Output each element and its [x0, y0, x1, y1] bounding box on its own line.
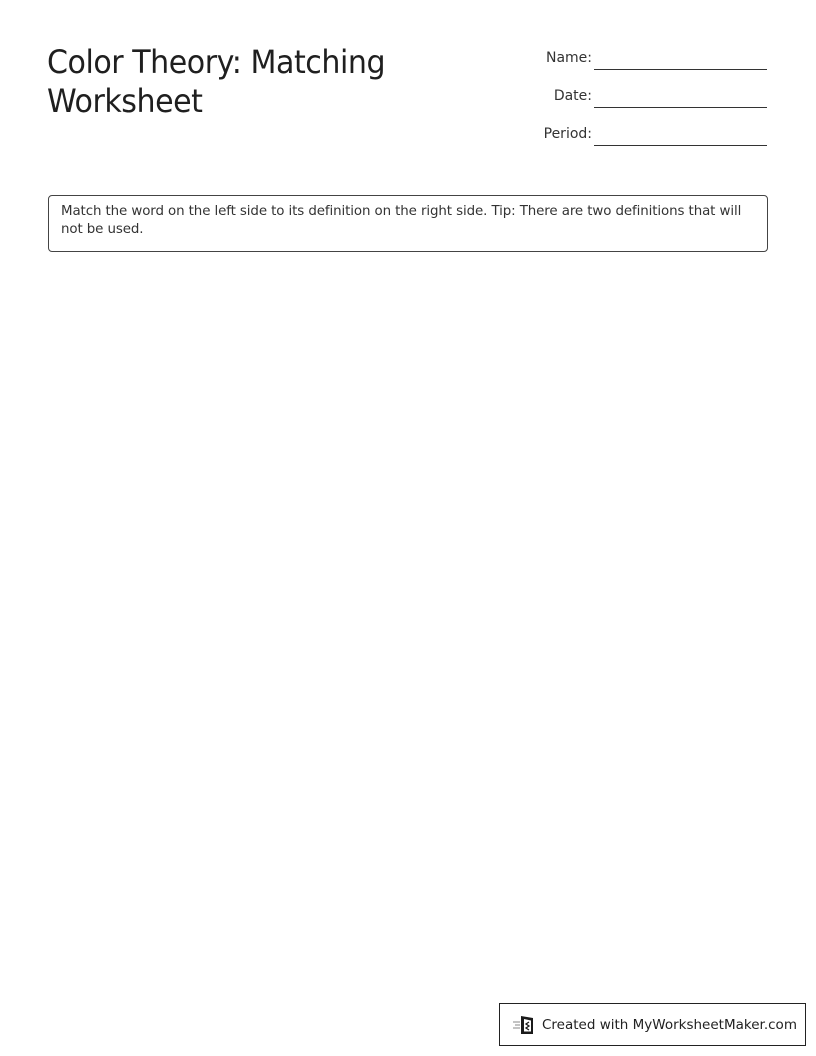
date-label: Date: [553, 88, 592, 104]
worksheet-title: Color Theory: Matching Worksheet [47, 43, 386, 120]
date-field[interactable] [520, 86, 770, 124]
period-field[interactable] [520, 124, 770, 162]
name-field[interactable] [520, 48, 770, 86]
period-label: Period: [543, 126, 592, 142]
instructions-box: Match the word on the left side to its definition on the right side. Tip: There are two definitions that will not be used. [48, 195, 768, 252]
period-blank-line[interactable] [594, 145, 767, 146]
badge-text: Created with MyWorksheetMaker.com [542, 1016, 797, 1033]
worksheet-maker-logo-icon [512, 1014, 536, 1036]
date-blank-line[interactable] [594, 107, 767, 108]
name-blank-line[interactable] [594, 69, 767, 70]
created-with-badge-link[interactable] [499, 1003, 806, 1046]
student-info-fields [520, 48, 770, 162]
name-label: Name: [545, 50, 592, 66]
